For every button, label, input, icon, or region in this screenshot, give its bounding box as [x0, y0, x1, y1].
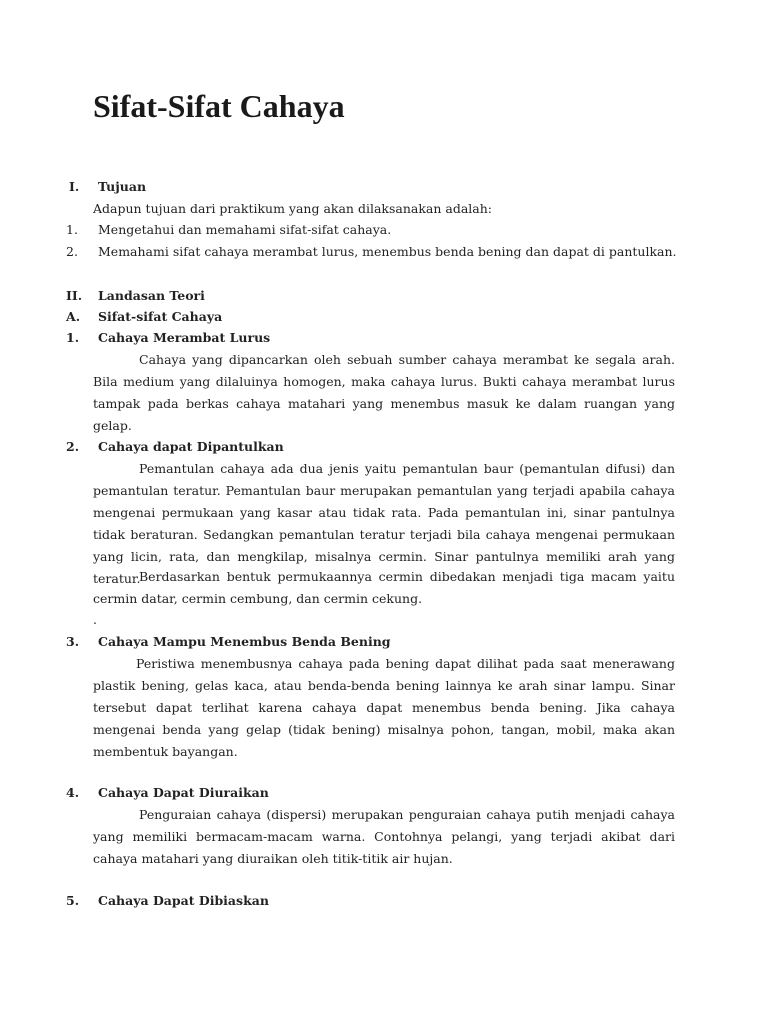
item-number: 5.	[66, 893, 80, 908]
subsection-letter: A.	[66, 309, 81, 324]
subsection-heading: Sifat-sifat Cahaya	[98, 309, 223, 324]
item-heading: Cahaya Mampu Menembus Benda Bening	[98, 634, 391, 649]
item-body	[93, 566, 675, 610]
paragraph: Cahaya yang dipancarkan oleh sebuah sumber cahaya merambat ke segala arah. Bila medium yang dilaluinya homogen, maka cahaya lurus. Bukti cahaya merambat lurus tampak pada berkas cahaya matahari yang menembus masuk ke dalam ruangan yang gelap.	[93, 352, 675, 433]
stray-dot: .	[93, 612, 97, 627]
section-heading-tujuan: Tujuan	[98, 179, 147, 194]
list-item-text: Memahami sifat cahaya merambat lurus, menembus benda bening dan dapat di pantulkan.	[98, 244, 677, 259]
item-number: 3.	[66, 634, 80, 649]
item-body	[93, 804, 675, 870]
section-heading-landasan-teori: Landasan Teori	[98, 288, 205, 303]
item-body	[93, 653, 675, 763]
list-item-number: 1.	[66, 222, 78, 237]
item-heading: Cahaya Merambat Lurus	[98, 330, 271, 345]
item-heading: Cahaya Dapat Dibiaskan	[98, 893, 269, 908]
page-title: Sifat-Sifat Cahaya	[93, 88, 345, 124]
item-number: 2.	[66, 439, 80, 454]
section-number: I.	[69, 179, 80, 194]
intro-text: Adapun tujuan dari praktikum yang akan dilaksanakan adalah:	[93, 201, 493, 216]
paragraph: Peristiwa menembusnya cahaya pada bening dapat dilihat pada saat menerawang plastik bening, gelas kaca, atau benda-benda bening lainnya ke arah sinar lampu. Sinar tersebut dapat terlihat karena cahaya dapat menembus benda bening. Jika cahaya mengenai benda yang gelap (tidak bening) misalnya pohon, tangan, mobil, maka akan membentuk bayangan.	[93, 656, 675, 759]
paragraph: Penguraian cahaya (dispersi) merupakan penguraian cahaya putih menjadi cahaya yang memiliki bermacam-macam warna. Contohnya pelangi, yang terjadi akibat dari cahaya matahari yang diuraikan oleh titik-titik air hujan.	[93, 807, 675, 866]
paragraph: Berdasarkan bentuk permukaannya cermin dibedakan menjadi tiga macam yaitu cermin datar, cermin cembung, dan cermin cekung.	[93, 569, 675, 606]
item-number: 4.	[66, 785, 80, 800]
paragraph: Pemantulan cahaya ada dua jenis yaitu pemantulan baur (pemantulan difusi) dan pemantulan teratur. Pemantulan baur merupakan pemantulan yang terjadi apabila cahaya mengenai permukaan yang kasar atau tidak rata. Pada pemantulan ini, sinar pantulnya tidak beraturan. Sedangkan pemantulan teratur terjadi bila cahaya mengenai permukaan yang licin, rata, dan mengkilap, misalnya cermin. Sinar pantulnya memiliki arah yang teratur.	[93, 461, 675, 586]
section-number: II.	[66, 288, 83, 303]
item-heading: Cahaya dapat Dipantulkan	[98, 439, 284, 454]
item-heading: Cahaya Dapat Diuraikan	[98, 785, 269, 800]
list-item-number: 2.	[66, 244, 78, 259]
item-number: 1.	[66, 330, 80, 345]
list-item-text: Mengetahui dan memahami sifat-sifat cahaya.	[98, 222, 392, 237]
item-body	[93, 349, 675, 437]
